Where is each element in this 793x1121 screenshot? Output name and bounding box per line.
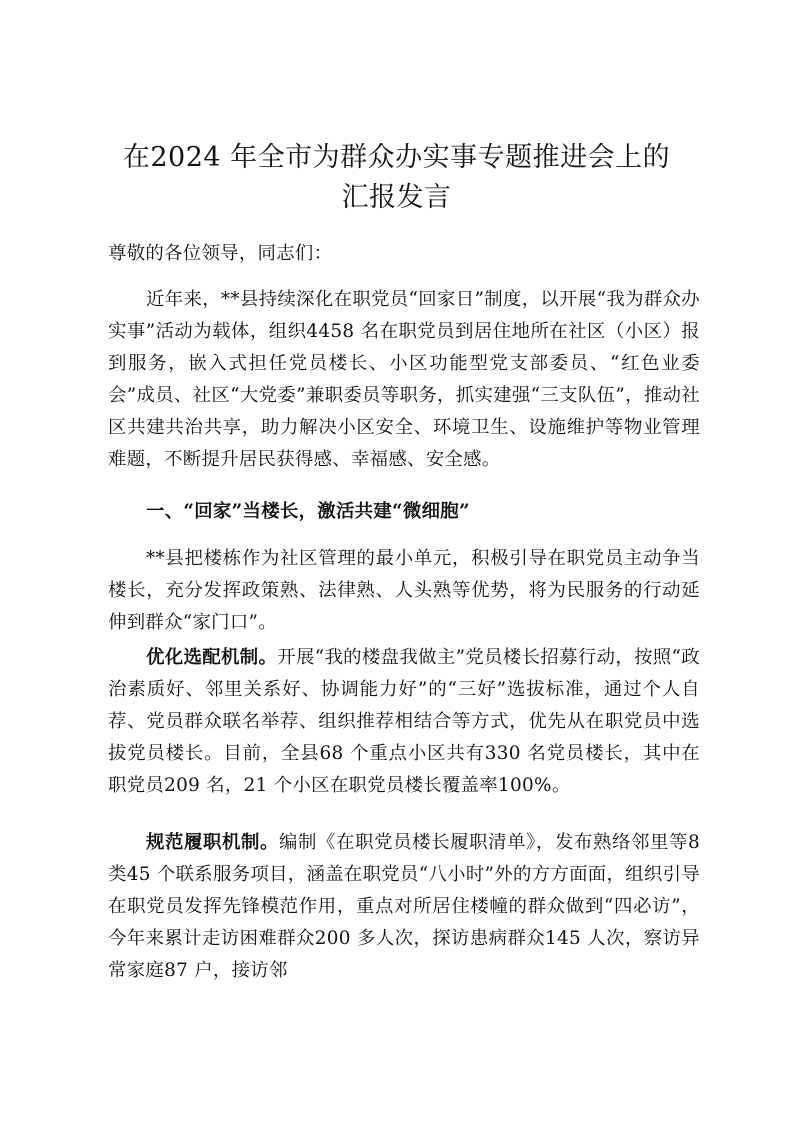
section-heading-1: 一、“回家”当楼长，激活共建“微细胞” (146, 501, 470, 522)
salutation: 尊敬的各位领导，同志们： (108, 243, 333, 264)
paragraph-duty-mechanism (108, 827, 700, 987)
document-title-line-1: 在2024 年全市为群众办实事专题推进会上的 (122, 142, 671, 173)
paragraph-lead-duty: 规范履职机制。 (146, 832, 280, 853)
paragraph-body-duty: 编制《在职党员楼长履职清单》，发布熟络邻里等8 类45 个联系服务项目，涵盖在职党员“八小时”外的方方面面，组织引导在职党员发挥先锋模范作用，重点对所居住楼幢的群众做到“四必访”，今年来累计走访困难群众200 多人次，探访患病群众145 人次，察访异常家庭87 户，接访邻 (108, 832, 700, 981)
paragraph-section-1: **县把楼栋作为社区管理的最小单元，积极引导在职党员主动争当楼长，充分发挥政策熟、法律熟、人头熟等优势，将为民服务的行动延伸到群众“家门口”。 (108, 548, 700, 633)
document-title-line-2: 汇报发言 (341, 182, 452, 213)
paragraph-selection-mechanism (108, 642, 700, 802)
paragraph-body-selection: 开展“我的楼盘我做主”党员楼长招募行动，按照“政治素质好、邻里关系好、协调能力好”的“三好”选拔标准，通过个人自荐、党员群众联名举荐、组织推荐相结合等方式，优先从在职党员中选拔党员楼长。目前，全县68 个重点小区共有330 名党员楼长，其中在职党员209 名，21 个小区在职党员楼长覆盖率100%。 (108, 647, 700, 796)
paragraph-intro: 近年来，**县持续深化在职党员“回家日”制度，以开展“我为群众办实事”活动为载体，组织4458 名在职党员到居住地所在社区（小区）报到服务，嵌入式担任党员楼长、小区功能型党支部委员、“红色业委会”成员、社区“大党委”兼职委员等职务，抓实建强“三支队伍”，推动社区共建共治共享，助力解决小区安全、环境卫生、设施维护等物业管理难题，不断提升居民获得感、幸福感、安全感。 (108, 289, 700, 470)
paragraph-lead-selection: 优化选配机制。 (146, 647, 278, 668)
